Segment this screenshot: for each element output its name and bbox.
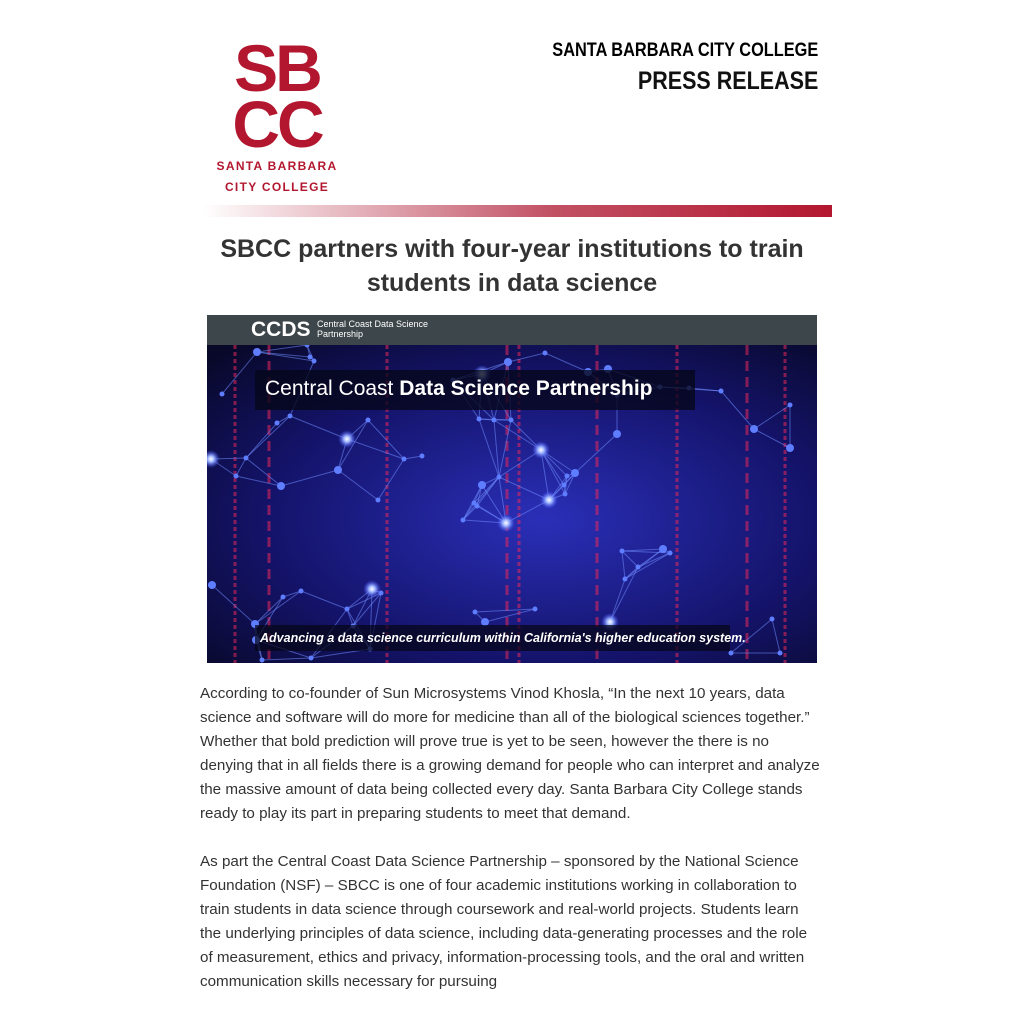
decorative-network-node: [788, 403, 793, 408]
decorative-network-node: [473, 610, 478, 615]
decorative-network-node: [562, 483, 567, 488]
decorative-network-node: [750, 425, 758, 433]
decorative-network-node: [492, 418, 497, 423]
banner-title-bold: Data Science Partnership: [399, 377, 653, 400]
ccds-abbreviation: CCDS: [251, 318, 311, 341]
decorative-network-node: [565, 474, 570, 479]
decorative-network-node: [277, 482, 285, 490]
decorative-network-node: [234, 474, 239, 479]
decorative-network-node: [334, 466, 342, 474]
decorative-network-node: [208, 581, 216, 589]
sbcc-logo: [214, 31, 340, 194]
decorative-network-node: [786, 444, 794, 452]
decorative-network-node: [509, 418, 514, 423]
decorative-network-node: [345, 607, 350, 612]
decorative-network-node: [420, 454, 425, 459]
banner-title: [265, 374, 653, 404]
banner-top-bar: [207, 315, 817, 345]
decorative-network-node: [478, 481, 486, 489]
decorative-network-node: [533, 607, 538, 612]
decorative-network-node: [402, 457, 407, 462]
decorative-network-node: [220, 392, 225, 397]
logo-caption-line2: CITY COLLEGE: [224, 180, 330, 194]
decorative-network-node: [623, 577, 628, 582]
ccds-subtitle: Central Coast Data Science Partnership: [317, 319, 429, 339]
decorative-network-node: [613, 430, 621, 438]
logo-caption-line1: SANTA BARBARA: [216, 159, 338, 173]
decorative-network-node: [571, 469, 579, 477]
decorative-network-node: [244, 456, 249, 461]
paragraph-1: According to co-founder of Sun Microsystems Vinod Khosla, “In the next 10 years, data science and software will do more for medicine than all of the biological sciences together.” Whether that bold prediction will prove true is yet to be seen, however the there is no denying that in all fields there is a growing demand for people who can interpret and analyze the massive amount of data being collected every day. Santa Barbara City College stands ready to play its part in preparing students to meet that demand.: [200, 685, 820, 822]
press-release-label: PRESS RELEASE: [637, 67, 818, 95]
decorative-network-node: [659, 545, 667, 553]
decorative-network-node: [308, 355, 313, 360]
decorative-network-node: [543, 351, 548, 356]
decorative-network-node: [778, 651, 783, 656]
decorative-network-node: [532, 441, 550, 459]
header-divider: [203, 205, 832, 217]
decorative-network-node: [299, 589, 304, 594]
decorative-network-node: [620, 549, 625, 554]
decorative-network-node: [770, 617, 775, 622]
decorative-network-node: [563, 492, 568, 497]
decorative-network-node: [312, 359, 317, 364]
decorative-network-node: [497, 475, 502, 480]
college-name: SANTA BARBARA CITY COLLEGE: [552, 40, 818, 61]
decorative-network-node: [540, 491, 558, 509]
decorative-network-node: [338, 430, 356, 448]
decorative-network-node: [461, 518, 466, 523]
decorative-network-node: [260, 658, 265, 663]
decorative-network-node: [504, 358, 512, 366]
ccds-banner-image: [207, 315, 817, 663]
logo-letters-top: SB: [234, 31, 320, 105]
page-title: SBCC partners with four-year institutions to train students in data science: [220, 235, 804, 297]
decorative-network-node: [668, 551, 673, 556]
header-right: [509, 40, 818, 96]
paragraph-2: As part the Central Coast Data Science Partnership – sponsored by the National Science Foundation (NSF) – SBCC is one of four academic institutions working in collaboration to train students in data science through coursework and real-world projects. Students learn the underlying principles of data science, including data-generating processes and the role of measurement, ethics and privacy, information-processing tools, and the oral and written communication skills necessary for pursuing: [200, 853, 808, 990]
decorative-network-node: [376, 498, 381, 503]
decorative-network-node: [729, 651, 734, 656]
banner-title-light: Central Coast: [265, 377, 400, 400]
decorative-network-node: [281, 595, 286, 600]
decorative-network-node: [477, 417, 482, 422]
decorative-network-node: [309, 656, 314, 661]
decorative-network-node: [497, 514, 515, 532]
decorative-network-node: [366, 418, 371, 423]
decorative-network-node: [719, 389, 724, 394]
article-body: [200, 682, 822, 1018]
decorative-network-node: [363, 580, 381, 598]
decorative-network-node: [288, 414, 293, 419]
decorative-network-node: [275, 421, 280, 426]
logo-letters-bottom: CC: [232, 87, 322, 161]
decorative-network-node: [253, 348, 261, 356]
decorative-network-node: [472, 501, 477, 506]
decorative-network-node: [636, 565, 641, 570]
banner-caption: Advancing a data science curriculum within California's higher education system.: [260, 631, 746, 645]
